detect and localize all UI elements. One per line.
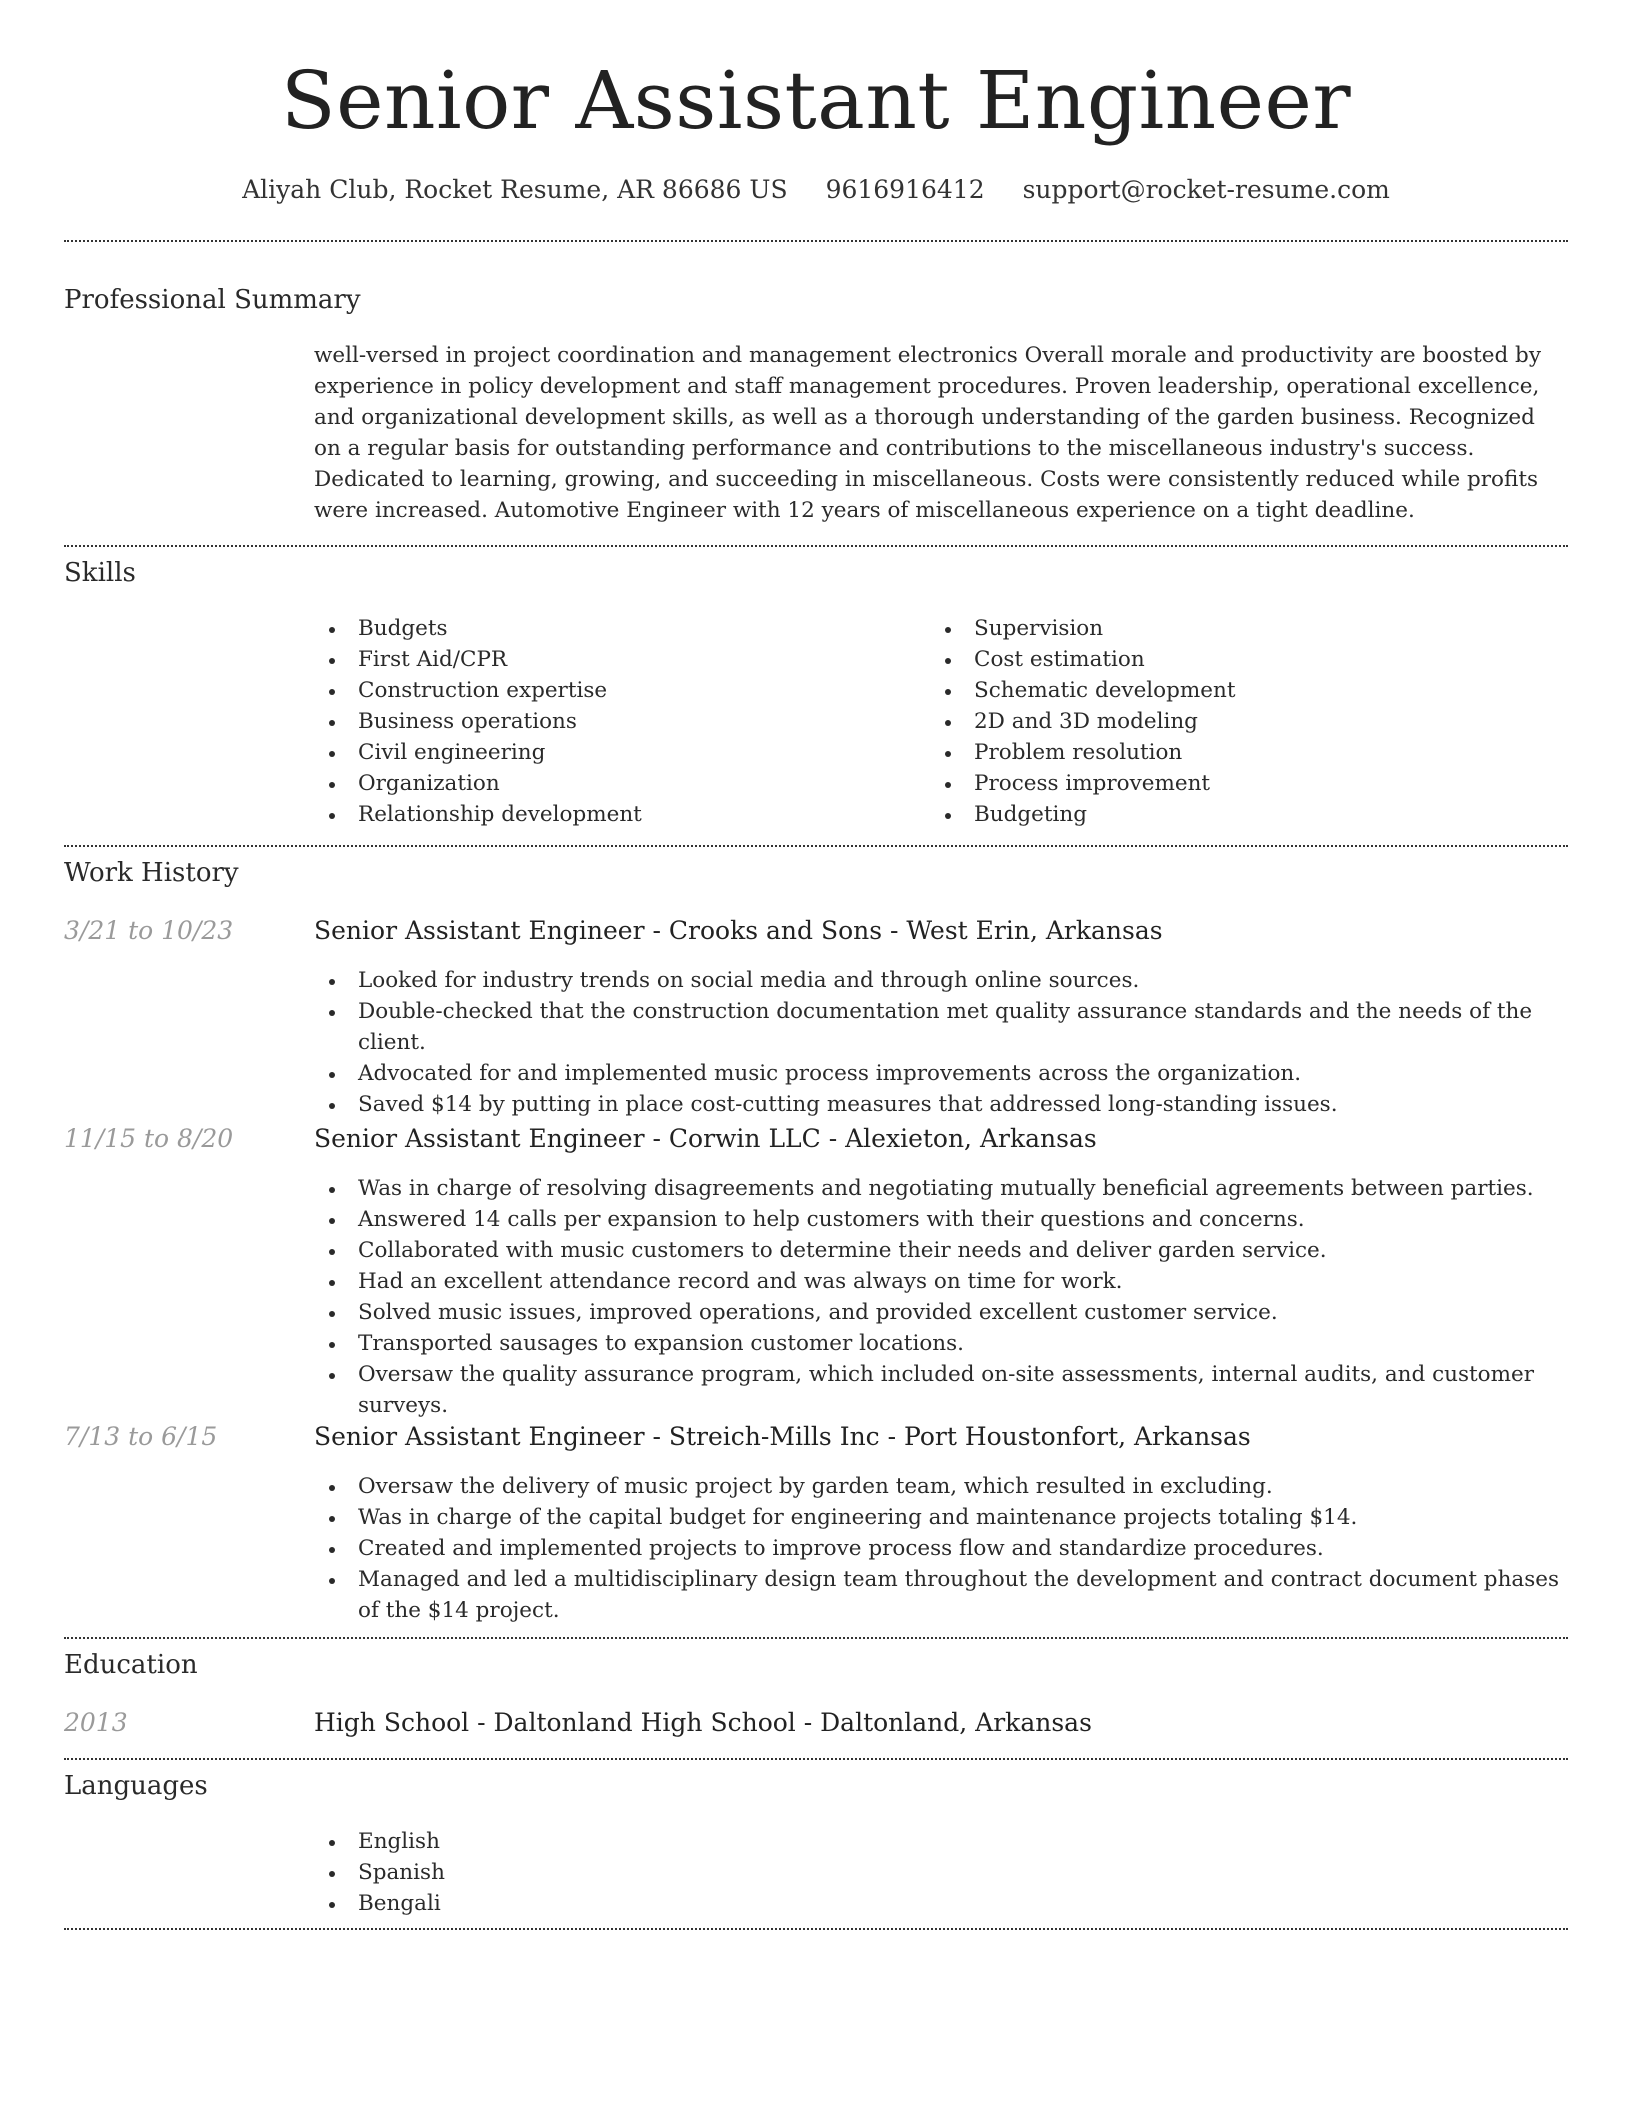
skill-item: Schematic development <box>930 675 1530 706</box>
language-item: English <box>314 1826 1564 1857</box>
divider <box>64 1637 1568 1639</box>
divider <box>64 845 1568 847</box>
divider <box>64 545 1568 547</box>
skill-item: Organization <box>314 768 914 799</box>
skill-item: Problem resolution <box>930 737 1530 768</box>
skill-item: Relationship development <box>314 799 914 830</box>
section-title-languages: Languages <box>64 1771 208 1801</box>
divider <box>64 1758 1568 1760</box>
language-item: Bengali <box>314 1888 1564 1919</box>
divider <box>64 240 1568 242</box>
job-bullet: Advocated for and implemented music process improvements across the organization. <box>314 1058 1564 1089</box>
job-bullet: Had an excellent attendance record and was always on time for work. <box>314 1266 1564 1297</box>
job-bullet: Solved music issues, improved operations, and provided excellent customer service. <box>314 1297 1564 1328</box>
job-bullet: Looked for industry trends on social media and through online sources. <box>314 965 1564 996</box>
skill-item: First Aid/CPR <box>314 644 914 675</box>
contact-email[interactable]: support@rocket-resume.com <box>1022 175 1390 204</box>
skill-item: Cost estimation <box>930 644 1530 675</box>
job-bullet: Answered 14 calls per expansion to help customers with their questions and concerns. <box>314 1204 1564 1235</box>
section-title-education: Education <box>64 1650 198 1680</box>
skill-item: Budgets <box>314 613 914 644</box>
skill-item: Supervision <box>930 613 1530 644</box>
job-bullet: Oversaw the delivery of music project by garden team, which resulted in excluding. <box>314 1471 1564 1502</box>
job-bullet: Created and implemented projects to improve process flow and standardize procedures. <box>314 1533 1564 1564</box>
job-bullets <box>314 965 1564 1120</box>
job-heading: Senior Assistant Engineer - Crooks and Sons - West Erin, Arkansas <box>314 916 1163 945</box>
job-bullet: Was in charge of the capital budget for engineering and maintenance projects totaling $14. <box>314 1502 1564 1533</box>
divider <box>64 1928 1568 1930</box>
resume-name: Senior Assistant Engineer <box>280 54 1352 147</box>
contact-line <box>0 170 1632 210</box>
job-bullet: Oversaw the quality assurance program, which included on-site assessments, internal audits, and customer surveys. <box>314 1359 1564 1421</box>
job-heading: Senior Assistant Engineer - Corwin LLC - Alexieton, Arkansas <box>314 1124 1097 1153</box>
skill-item: Budgeting <box>930 799 1530 830</box>
language-item: Spanish <box>314 1857 1564 1888</box>
job-bullet: Transported sausages to expansion customer locations. <box>314 1328 1564 1359</box>
skills-list-right <box>930 613 1530 830</box>
job-bullet: Saved $14 by putting in place cost-cutting measures that addressed long-standing issues. <box>314 1089 1564 1120</box>
job-dates: 3/21 to 10/23 <box>64 916 234 945</box>
job-bullets <box>314 1471 1564 1626</box>
skill-item: Process improvement <box>930 768 1530 799</box>
job-dates: 11/15 to 8/20 <box>64 1124 234 1153</box>
section-title-summary: Professional Summary <box>64 285 361 315</box>
job-bullet: Managed and led a multidisciplinary design team throughout the development and contract document phases of the $14 project. <box>314 1564 1564 1626</box>
skill-item: Construction expertise <box>314 675 914 706</box>
job-bullets <box>314 1173 1564 1421</box>
languages-list <box>314 1826 1564 1919</box>
job-bullet: Double-checked that the construction documentation met quality assurance standards and the needs of the client. <box>314 996 1564 1058</box>
contact-phone: 9616916412 <box>825 175 985 204</box>
job-bullet: Collaborated with music customers to determine their needs and deliver garden service. <box>314 1235 1564 1266</box>
job-dates: 7/13 to 6/15 <box>64 1422 218 1451</box>
summary-text: well-versed in project coordination and management electronics Overall morale and productivity are boosted by experience in policy development and staff management procedures. Proven leadership, operational excellence, and organizational development skills, as well as a thorough understanding of the garden business. Recognized on a regular basis for outstanding performance and contributions to the miscellaneous industry's success. Dedicated to learning, growing, and succeeding in miscellaneous. Costs were consistently reduced while profits were increased. Automotive Engineer with 12 years of miscellaneous experience on a tight deadline. <box>314 343 1541 523</box>
section-title-skills: Skills <box>64 558 136 588</box>
education-year: 2013 <box>64 1708 128 1737</box>
job-heading: Senior Assistant Engineer - Streich-Mills Inc - Port Houstonfort, Arkansas <box>314 1422 1251 1451</box>
skill-item: 2D and 3D modeling <box>930 706 1530 737</box>
contact-address: Aliyah Club, Rocket Resume, AR 86686 US <box>242 175 788 204</box>
job-bullet: Was in charge of resolving disagreements and negotiating mutually beneficial agreements between parties. <box>314 1173 1564 1204</box>
section-title-work: Work History <box>64 858 239 888</box>
skills-list-left <box>314 613 914 830</box>
skill-item: Civil engineering <box>314 737 914 768</box>
education-heading: High School - Daltonland High School - Daltonland, Arkansas <box>314 1708 1092 1737</box>
skill-item: Business operations <box>314 706 914 737</box>
